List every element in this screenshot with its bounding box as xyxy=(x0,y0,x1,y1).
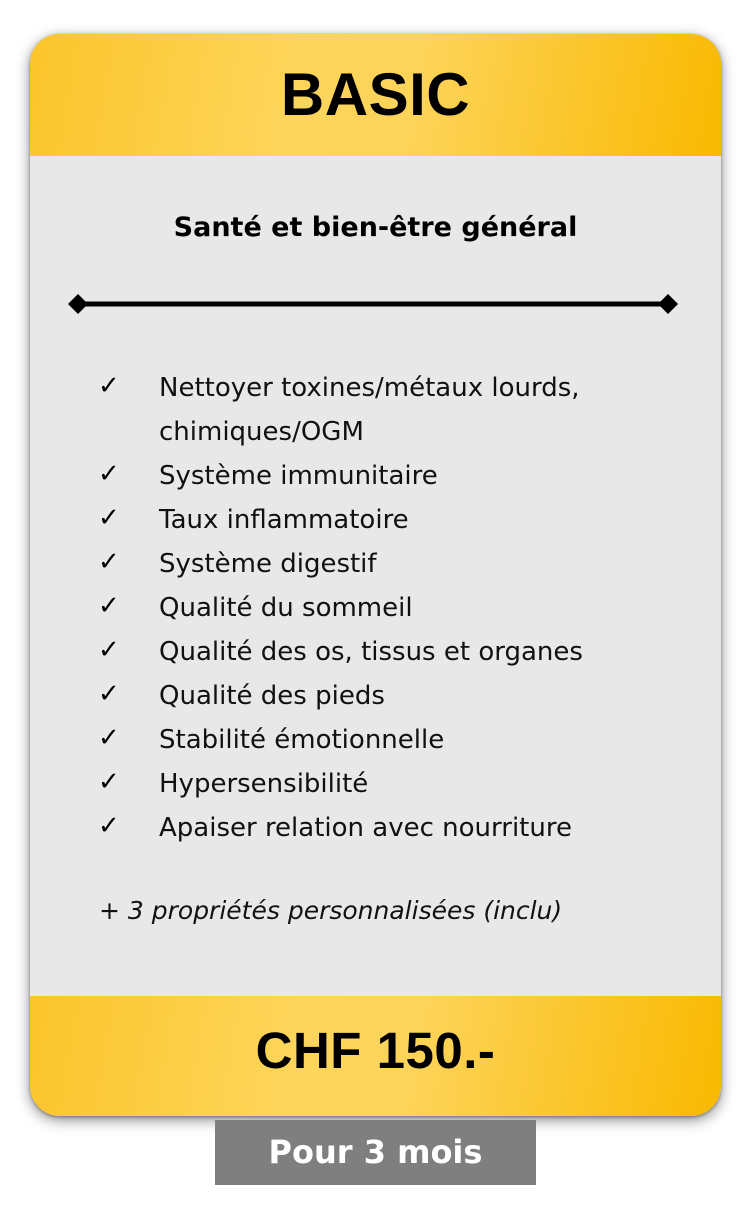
check-icon: ✓ xyxy=(98,371,120,401)
feature-label: Apaiser relation avec nourriture xyxy=(159,813,572,843)
feature-label: Nettoyer toxines/métaux lourds, chimiques/OGM xyxy=(159,373,580,447)
feature-item xyxy=(96,630,696,674)
period-label: Pour 3 mois xyxy=(268,1132,483,1171)
feature-label: Qualité des pieds xyxy=(159,681,385,711)
feature-item xyxy=(96,454,696,498)
plan-subtitle: Santé et bien-être général xyxy=(173,212,578,243)
feature-label: Qualité du sommeil xyxy=(159,593,413,623)
plan-price: CHF 150.- xyxy=(255,1021,496,1079)
diamond-right-icon xyxy=(658,294,678,314)
diamond-left-icon xyxy=(68,294,88,314)
feature-item xyxy=(96,674,696,718)
period-badge xyxy=(215,1120,536,1185)
feature-item xyxy=(96,498,696,542)
divider-line xyxy=(68,292,678,316)
check-icon: ✓ xyxy=(98,547,120,577)
feature-label: Qualité des os, tissus et organes xyxy=(159,637,583,667)
plan-title: BASIC xyxy=(280,60,471,128)
check-icon: ✓ xyxy=(98,767,120,797)
check-icon: ✓ xyxy=(98,635,120,665)
card-header xyxy=(30,34,721,156)
feature-item xyxy=(96,762,696,806)
check-icon: ✓ xyxy=(98,723,120,753)
check-icon: ✓ xyxy=(98,679,120,709)
bonus-note: + 3 propriétés personnalisées (inclu) xyxy=(99,896,563,925)
check-icon: ✓ xyxy=(98,459,120,489)
feature-label: Stabilité émotionnelle xyxy=(159,725,445,755)
feature-label: Hypersensibilité xyxy=(159,769,369,799)
card-footer xyxy=(30,996,721,1116)
feature-item xyxy=(96,718,696,762)
feature-item xyxy=(96,586,696,630)
check-icon: ✓ xyxy=(98,591,120,621)
feature-item xyxy=(96,806,696,850)
feature-item xyxy=(96,366,696,454)
feature-label: Taux inflammatoire xyxy=(159,505,409,535)
feature-label: Système immunitaire xyxy=(159,461,438,491)
pricing-card xyxy=(30,34,721,1116)
check-icon: ✓ xyxy=(98,503,120,533)
feature-label: Système digestif xyxy=(159,549,377,579)
check-icon: ✓ xyxy=(98,811,120,841)
feature-list xyxy=(96,366,696,850)
feature-item xyxy=(96,542,696,586)
